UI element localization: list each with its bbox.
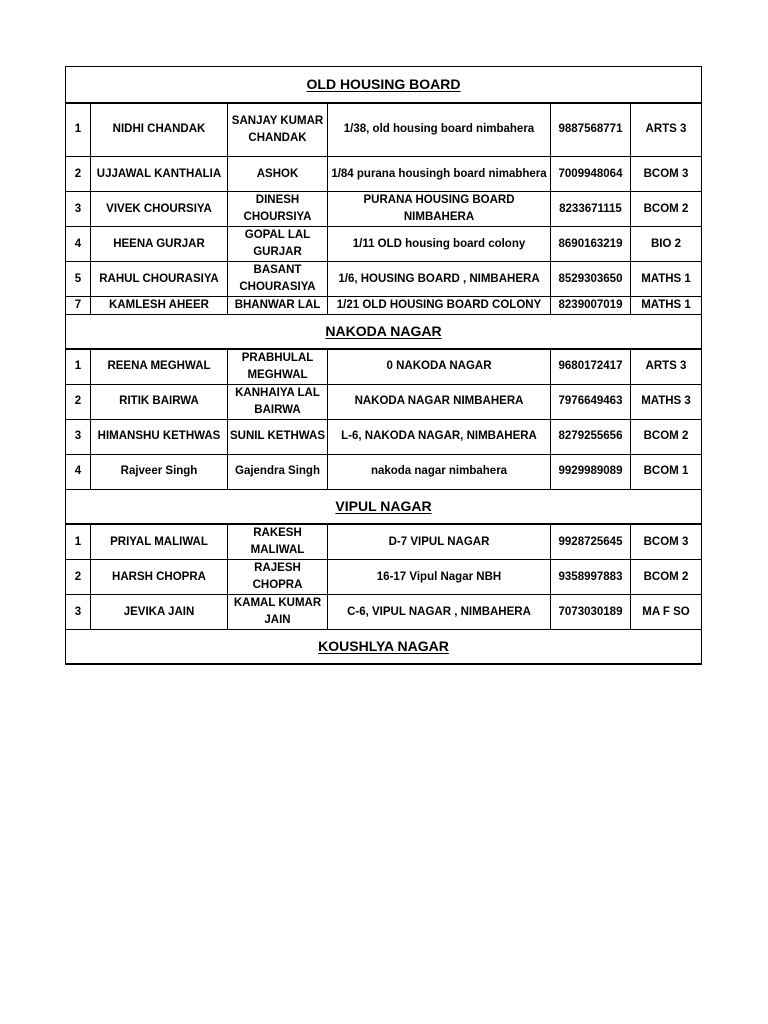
class-cell: BIO 2	[631, 227, 702, 262]
section-header-row	[66, 315, 702, 349]
student-name-cell: HEENA GURJAR	[91, 227, 228, 262]
student-name-cell: UJJAWAL KANTHALIA	[91, 157, 228, 192]
class-cell: MA F SO	[631, 595, 702, 630]
father-name-cell: BHANWAR LAL	[228, 297, 328, 315]
address-cell: 1/84 purana housingh board nimabhera	[328, 157, 551, 192]
serial-number-cell: 1	[66, 103, 91, 157]
class-cell: BCOM 3	[631, 524, 702, 560]
father-name-cell: BASANT CHOURASIYA	[228, 262, 328, 297]
serial-number-cell: 1	[66, 349, 91, 385]
section-title: KOUSHLYA NAGAR	[66, 630, 702, 664]
address-cell: 1/6, HOUSING BOARD , NIMBAHERA	[328, 262, 551, 297]
section-title: VIPUL NAGAR	[66, 489, 702, 524]
father-name-cell: RAJESH CHOPRA	[228, 560, 328, 595]
father-name-cell: KAMAL KUMAR JAIN	[228, 595, 328, 630]
phone-cell: 8279255656	[551, 419, 631, 454]
serial-number-cell: 1	[66, 524, 91, 560]
table-row	[66, 419, 702, 454]
address-cell: 1/11 OLD housing board colony	[328, 227, 551, 262]
student-name-cell: Rajveer Singh	[91, 454, 228, 489]
serial-number-cell: 2	[66, 157, 91, 192]
phone-cell: 7009948064	[551, 157, 631, 192]
class-cell: MATHS 1	[631, 262, 702, 297]
phone-cell: 9358997883	[551, 560, 631, 595]
table-row	[66, 524, 702, 560]
table-row	[66, 595, 702, 630]
phone-cell: 9680172417	[551, 349, 631, 385]
serial-number-cell: 3	[66, 419, 91, 454]
student-name-cell: RAHUL CHOURASIYA	[91, 262, 228, 297]
address-cell: L-6, NAKODA NAGAR, NIMBAHERA	[328, 419, 551, 454]
table-row	[66, 297, 702, 315]
table-row	[66, 262, 702, 297]
serial-number-cell: 3	[66, 192, 91, 227]
class-cell: MATHS 1	[631, 297, 702, 315]
father-name-cell: SUNIL KETHWAS	[228, 419, 328, 454]
address-cell: nakoda nagar nimbahera	[328, 454, 551, 489]
serial-number-cell: 4	[66, 227, 91, 262]
section-title: OLD HOUSING BOARD	[66, 67, 702, 103]
address-cell: 16-17 Vipul Nagar NBH	[328, 560, 551, 595]
phone-cell: 9929989089	[551, 454, 631, 489]
phone-cell: 7976649463	[551, 384, 631, 419]
table-row	[66, 349, 702, 385]
father-name-cell: DINESH CHOURSIYA	[228, 192, 328, 227]
class-cell: MATHS 3	[631, 384, 702, 419]
father-name-cell: PRABHULAL MEGHWAL	[228, 349, 328, 385]
father-name-cell: SANJAY KUMAR CHANDAK	[228, 103, 328, 157]
father-name-cell: Gajendra Singh	[228, 454, 328, 489]
serial-number-cell: 2	[66, 384, 91, 419]
phone-cell: 9928725645	[551, 524, 631, 560]
section-title: NAKODA NAGAR	[66, 315, 702, 349]
serial-number-cell: 3	[66, 595, 91, 630]
section-header-row	[66, 489, 702, 524]
student-name-cell: HARSH CHOPRA	[91, 560, 228, 595]
table-row	[66, 227, 702, 262]
serial-number-cell: 7	[66, 297, 91, 315]
section-header-row	[66, 630, 702, 664]
class-cell: BCOM 1	[631, 454, 702, 489]
address-cell: C-6, VIPUL NAGAR , NIMBAHERA	[328, 595, 551, 630]
address-cell: 1/38, old housing board nimbahera	[328, 103, 551, 157]
serial-number-cell: 2	[66, 560, 91, 595]
student-name-cell: KAMLESH AHEER	[91, 297, 228, 315]
student-address-table	[65, 66, 702, 665]
father-name-cell: RAKESH MALIWAL	[228, 524, 328, 560]
address-cell: D-7 VIPUL NAGAR	[328, 524, 551, 560]
student-name-cell: RITIK BAIRWA	[91, 384, 228, 419]
student-name-cell: NIDHI CHANDAK	[91, 103, 228, 157]
class-cell: ARTS 3	[631, 103, 702, 157]
table-row	[66, 560, 702, 595]
table-row	[66, 192, 702, 227]
phone-cell: 9887568771	[551, 103, 631, 157]
phone-cell: 8690163219	[551, 227, 631, 262]
serial-number-cell: 5	[66, 262, 91, 297]
father-name-cell: GOPAL LAL GURJAR	[228, 227, 328, 262]
class-cell: ARTS 3	[631, 349, 702, 385]
father-name-cell: ASHOK	[228, 157, 328, 192]
father-name-cell: KANHAIYA LAL BAIRWA	[228, 384, 328, 419]
student-name-cell: JEVIKA JAIN	[91, 595, 228, 630]
section-header-row	[66, 67, 702, 103]
address-cell: 0 NAKODA NAGAR	[328, 349, 551, 385]
phone-cell: 8529303650	[551, 262, 631, 297]
phone-cell: 7073030189	[551, 595, 631, 630]
class-cell: BCOM 2	[631, 560, 702, 595]
address-cell: 1/21 OLD HOUSING BOARD COLONY	[328, 297, 551, 315]
serial-number-cell: 4	[66, 454, 91, 489]
address-cell: NAKODA NAGAR NIMBAHERA	[328, 384, 551, 419]
student-name-cell: HIMANSHU KETHWAS	[91, 419, 228, 454]
student-name-cell: REENA MEGHWAL	[91, 349, 228, 385]
table-row	[66, 103, 702, 157]
table-row	[66, 384, 702, 419]
student-name-cell: VIVEK CHOURSIYA	[91, 192, 228, 227]
phone-cell: 8239007019	[551, 297, 631, 315]
class-cell: BCOM 3	[631, 157, 702, 192]
class-cell: BCOM 2	[631, 192, 702, 227]
address-cell: PURANA HOUSING BOARD NIMBAHERA	[328, 192, 551, 227]
phone-cell: 8233671115	[551, 192, 631, 227]
table-row	[66, 454, 702, 489]
student-name-cell: PRIYAL MALIWAL	[91, 524, 228, 560]
class-cell: BCOM 2	[631, 419, 702, 454]
table-row	[66, 157, 702, 192]
